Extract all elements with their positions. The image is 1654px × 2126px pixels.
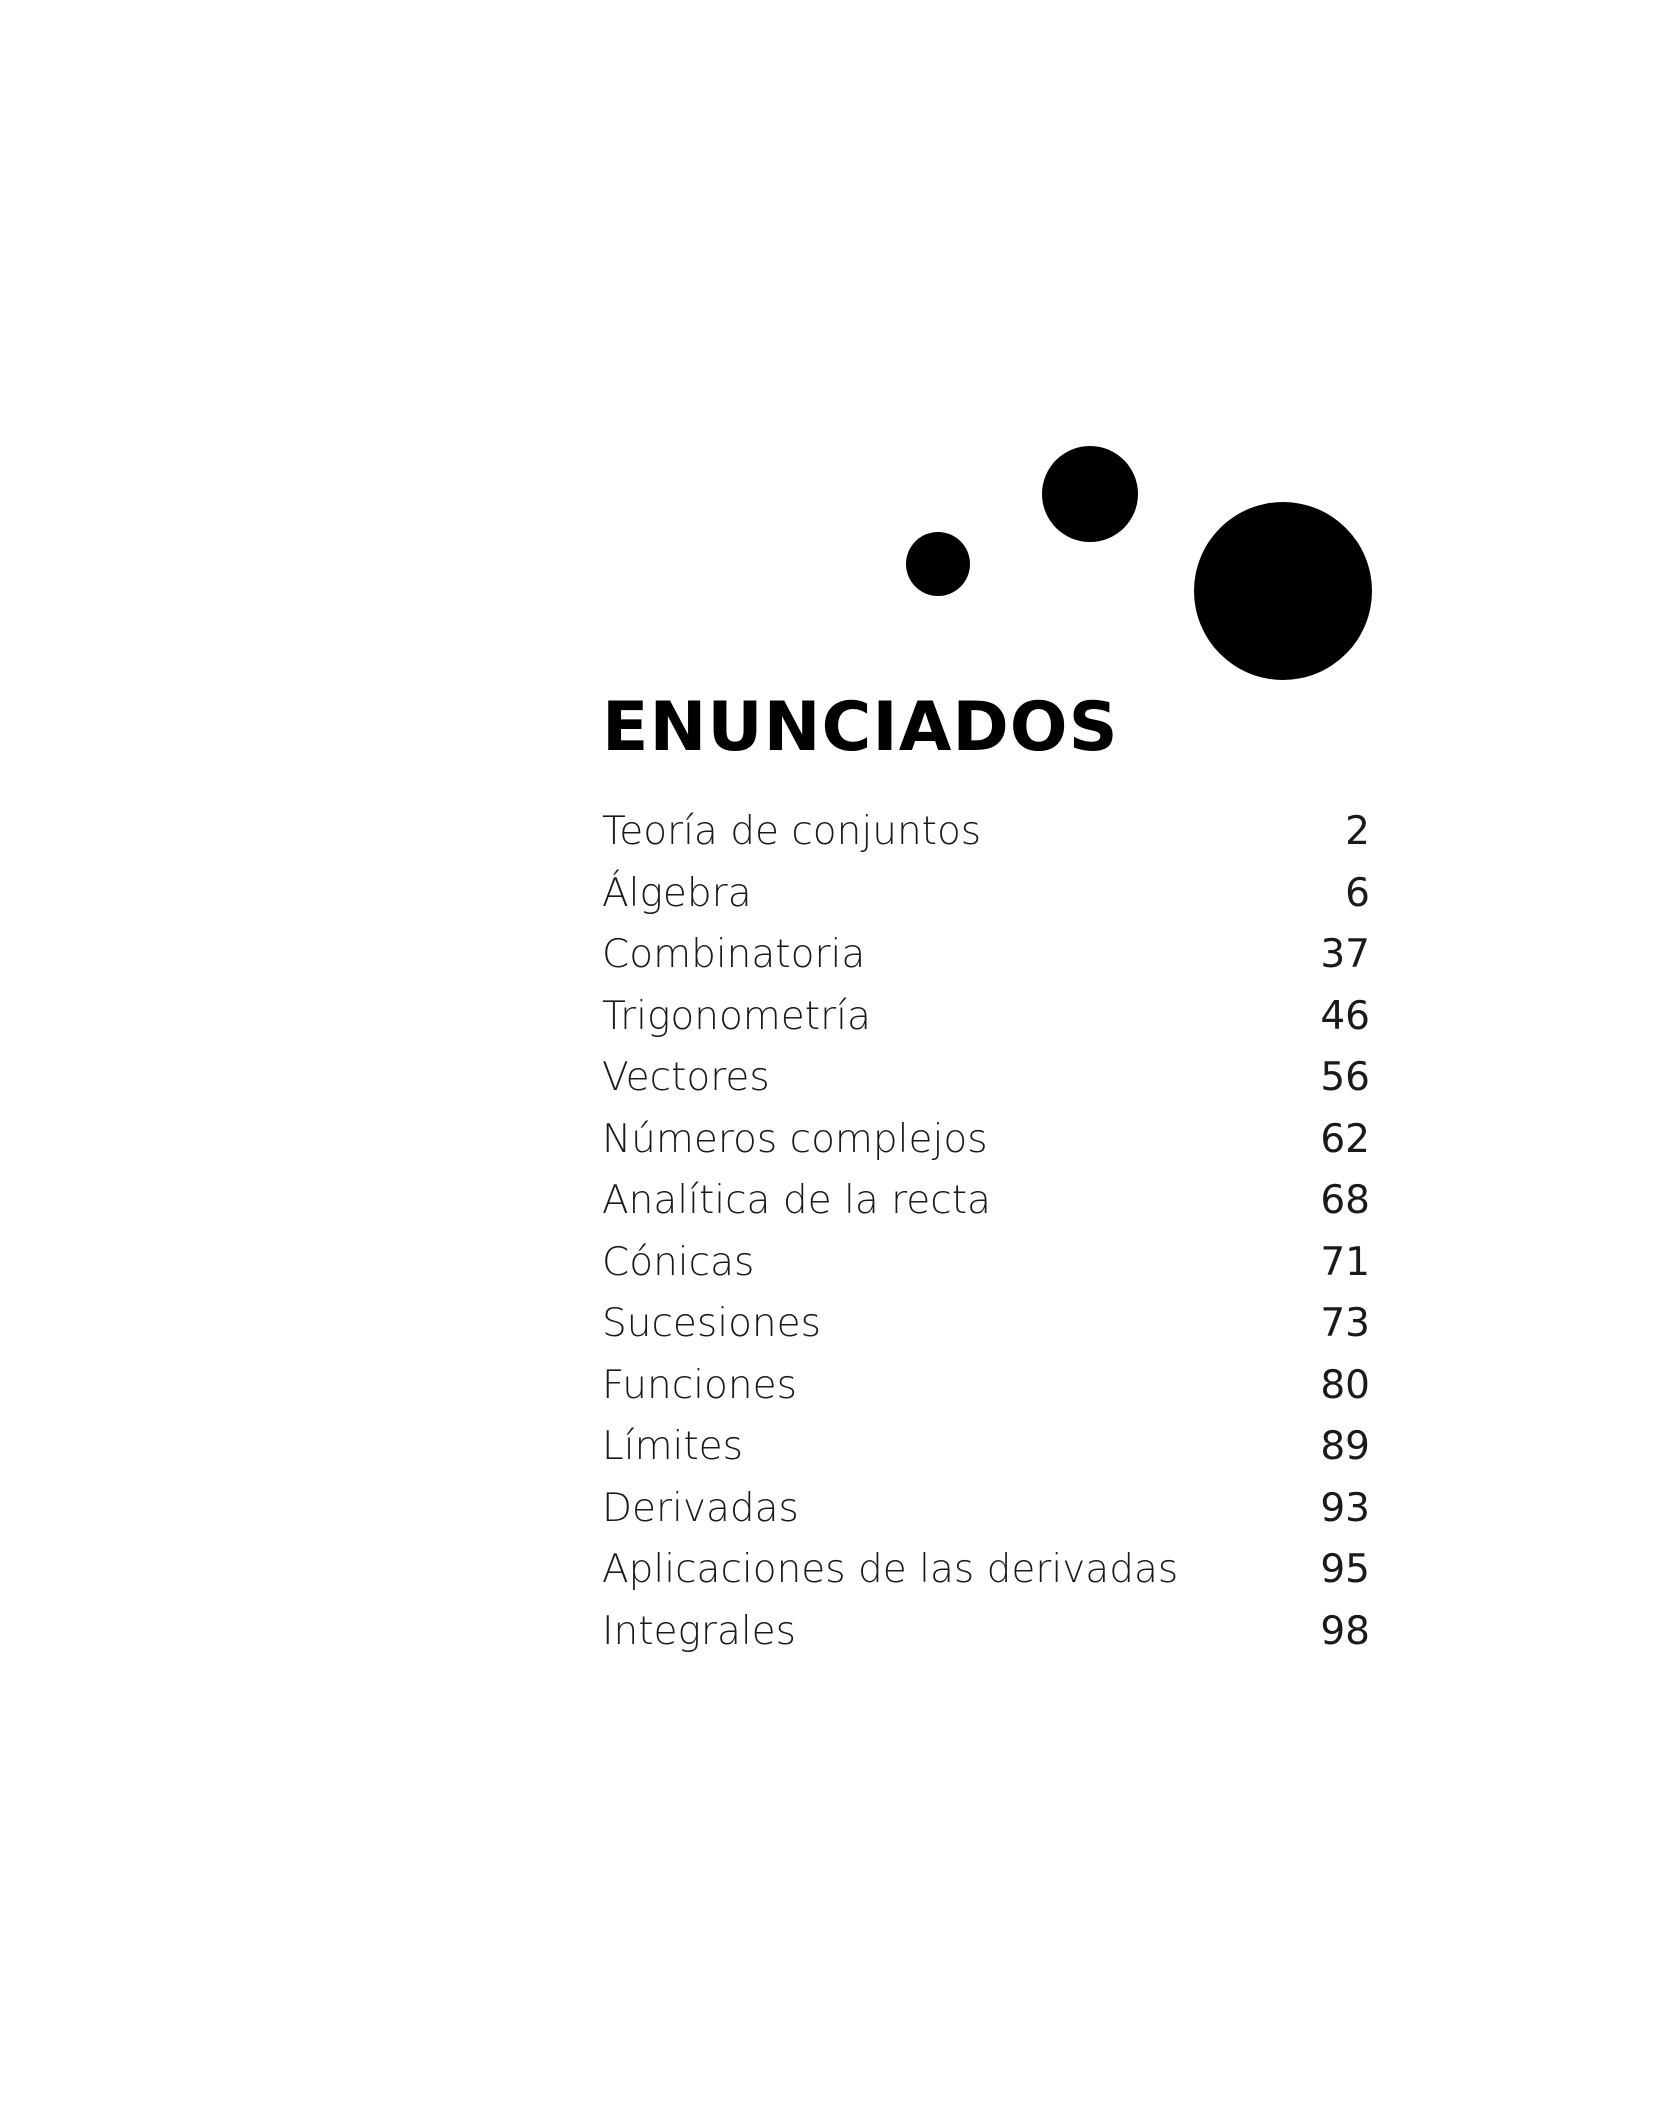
toc-entry-page: 89 [1320, 1424, 1370, 1469]
decorative-circle-small [906, 532, 970, 596]
toc-entry-title: Derivadas [602, 1485, 799, 1531]
toc-entry-page: 98 [1320, 1608, 1370, 1654]
toc-entry-page: 2 [1345, 809, 1370, 854]
toc-entry[interactable] [602, 986, 1370, 1048]
toc-entry-page: 46 [1320, 993, 1370, 1039]
toc-entry-page: 37 [1320, 932, 1370, 977]
toc-entry-title: Integrales [602, 1608, 796, 1654]
toc-entry[interactable] [602, 924, 1370, 986]
toc-entry[interactable] [602, 1109, 1370, 1171]
toc-entry-title: Sucesiones [602, 1301, 821, 1346]
toc-entry-page: 62 [1320, 1116, 1370, 1162]
toc-entry-page: 71 [1320, 1239, 1370, 1285]
toc-entry-title: Trigonometría [602, 993, 871, 1039]
toc-entry-title: Aplicaciones de las derivadas [602, 1547, 1179, 1592]
toc-entry[interactable] [602, 801, 1370, 863]
table-of-contents [602, 801, 1370, 1662]
toc-entry-page: 73 [1320, 1301, 1370, 1346]
toc-entry[interactable] [602, 1170, 1370, 1232]
toc-entry-title: Funciones [602, 1362, 797, 1408]
toc-entry[interactable] [602, 1478, 1370, 1540]
section-heading: ENUNCIADOS [602, 688, 1119, 767]
toc-entry-page: 80 [1320, 1362, 1370, 1408]
toc-entry-title: Álgebra [602, 870, 752, 916]
toc-entry-title: Límites [602, 1424, 743, 1469]
toc-entry[interactable] [602, 1601, 1370, 1663]
toc-entry-page: 56 [1320, 1055, 1370, 1100]
decorative-circle-large [1194, 502, 1372, 680]
toc-entry-page: 93 [1320, 1485, 1370, 1531]
toc-entry-title: Combinatoria [602, 932, 866, 977]
toc-entry[interactable] [602, 1355, 1370, 1417]
toc-entry-page: 68 [1320, 1178, 1370, 1223]
toc-entry-page: 6 [1345, 870, 1370, 916]
toc-entry-page: 95 [1320, 1547, 1370, 1592]
toc-entry[interactable] [602, 1293, 1370, 1355]
toc-entry[interactable] [602, 1232, 1370, 1294]
toc-entry-title: Teoría de conjuntos [602, 809, 982, 854]
toc-entry-title: Números complejos [602, 1116, 988, 1162]
toc-entry[interactable] [602, 863, 1370, 925]
toc-entry[interactable] [602, 1539, 1370, 1601]
decorative-circle-medium [1042, 446, 1138, 542]
toc-entry-title: Cónicas [602, 1239, 755, 1285]
toc-entry-title: Analítica de la recta [602, 1178, 991, 1223]
toc-entry[interactable] [602, 1416, 1370, 1478]
toc-entry-title: Vectores [602, 1055, 770, 1100]
toc-entry[interactable] [602, 1047, 1370, 1109]
